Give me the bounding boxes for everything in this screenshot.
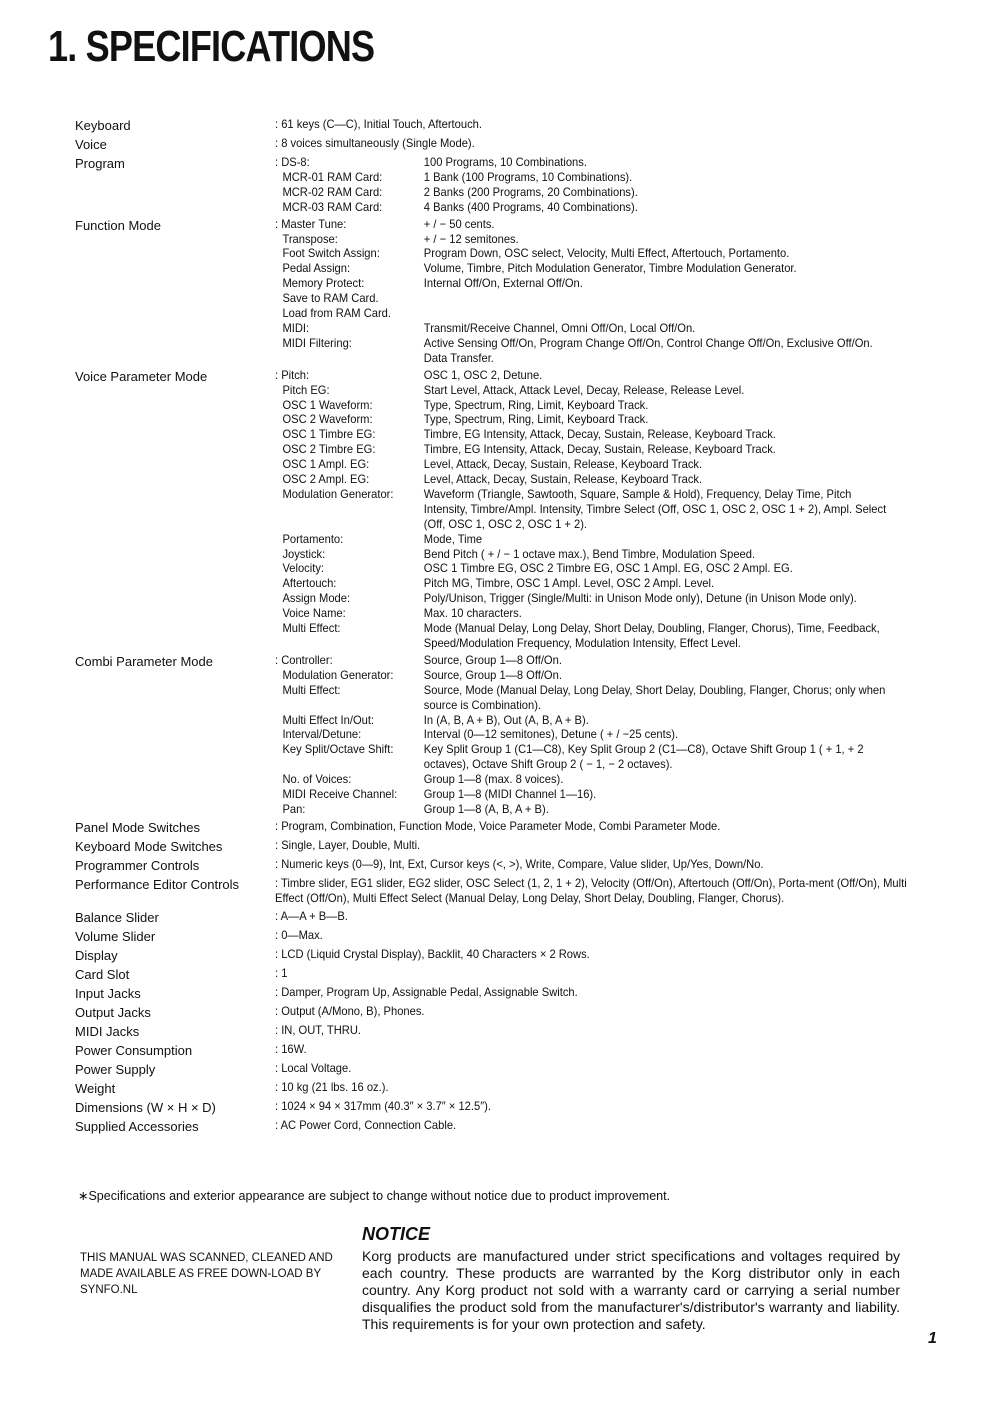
spec-sub-row [275,487,889,532]
spec-sub-key: Voice Name: [282,606,346,621]
spec-sub-value [424,306,889,321]
spec-sub-key: Velocity: [282,561,325,576]
spec-sub-key: Multi Effect In/Out: [282,712,375,727]
spec-value [275,1004,907,1020]
spec-sub-value: Type, Spectrum, Ring, Limit, Keyboard Track. [423,412,649,427]
spec-value [275,966,907,982]
spec-label: Power Consumption [75,1042,193,1058]
spec-label: Supplied Accessories [75,1118,199,1134]
spec-sub-key: : DS-8: [275,155,310,169]
page-title: 1. SPECIFICATIONS [48,22,375,71]
spec-sub-value: : Single, Layer, Double, Multi. [275,837,421,852]
spec-sub-value: Internal Off/On, External Off/On. [423,276,583,291]
spec-label: Keyboard Mode Switches [75,838,223,854]
spec-sub-key: Modulation Generator: [282,667,394,682]
spec-sub-row [275,155,889,170]
spec-label: Input Jacks [75,985,141,1001]
spec-sub-value: Timbre, EG Intensity, Attack, Decay, Sustain, Release, Keyboard Track. [423,442,776,457]
spec-row [75,136,915,152]
spec-sub-value: 1 Bank (100 Programs, 10 Combinations). [423,169,633,184]
spec-sub-key: MIDI: [282,320,310,335]
spec-sub-row [275,606,889,621]
spec-sub-row [275,621,889,651]
spec-row [75,966,915,982]
spec-sub-key: Interval/Detune: [282,727,362,742]
spec-label: Voice [75,137,107,152]
spec-sub-row [275,591,889,606]
spec-sub-key: Multi Effect: [282,621,341,636]
spec-sub-value: Mode (Manual Delay, Long Delay, Short Delay, Doubling, Flanger, Chorus), Time, Feedback, Speed/Modulation Frequency, Modulation Intensity, Effect Level. [423,621,880,650]
spec-row [75,928,915,944]
spec-sub-key: Pitch EG: [282,382,330,397]
spec-sub-value: : Damper, Program Up, Assignable Pedal, Assignable Switch. [275,984,578,999]
spec-sub-value: : IN, OUT, THRU. [275,1022,361,1037]
spec-sub-row [275,838,907,853]
spec-sub-value: + / − 12 semitones. [423,231,519,246]
spec-sub-key: Aftertouch: [282,576,337,591]
spec-sub-key: Assign Mode: [282,591,351,606]
spec-sub-row [275,368,889,383]
spec-sub-row [275,532,889,547]
spec-sub-value: OSC 1, OSC 2, Detune. [423,367,543,382]
spec-row [75,985,915,1001]
spec-sub-key: Transpose: [282,231,338,246]
spec-sub-key: Joystick: [282,546,326,561]
spec-row [75,653,915,817]
spec-sub-key [275,351,424,366]
spec-sub-row [275,668,889,683]
spec-sub-key: No. of Voices: [282,772,352,787]
spec-row [75,857,915,873]
spec-sub-value: : Timbre slider, EG1 slider, EG2 slider, OSC Select (1, 2, 1 + 2), Velocity (Off/On), Aftertouch (Off/On), Porta-ment (Off/On), Multi Effect (Off/On), Multi Effect Select (Manual Delay, Long Delay, Short Delay, Doubling, Flanger, Chorus). [275,875,907,905]
spec-sub-row [275,966,907,981]
spec-value [275,876,907,906]
spec-sub-row [275,232,889,247]
spec-sub-value: : 61 keys (C—C), Initial Touch, Aftertouch. [275,117,482,131]
spec-sub-row [275,442,889,457]
spec-sub-value: + / − 50 cents. [423,216,495,231]
spec-sub-row [275,653,889,668]
spec-sub-row [275,928,907,943]
spec-value [275,1023,907,1039]
spec-value [275,857,907,873]
spec-sub-value: : Local Voltage. [275,1060,352,1075]
spec-sub-value: Bend Pitch ( + / − 1 octave max.), Bend Timbre, Modulation Speed. [423,546,756,561]
spec-label: Weight [75,1080,116,1096]
spec-sub-key: Portamento: [282,531,344,546]
spec-sub-row [275,985,907,1000]
spec-sub-value: : Output (A/Mono, B), Phones. [275,1003,425,1018]
spec-sub-row [275,683,889,713]
spec-sub-value: : 8 voices simultaneously (Single Mode). [275,136,475,150]
spec-sub-row [275,819,907,834]
spec-sub-row [275,136,907,151]
spec-sub-row [275,909,907,924]
spec-value [275,653,889,817]
spec-sub-key: OSC 1 Ampl. EG: [282,457,370,472]
spec-sub-value: Data Transfer. [423,350,494,365]
spec-sub-key: MCR-01 RAM Card: [282,169,383,184]
spec-sub-key: MIDI Receive Channel: [282,787,398,802]
spec-label: Keyboard [75,118,131,133]
spec-sub-row [275,306,889,321]
spec-sub-key: OSC 1 Timbre EG: [282,427,376,442]
spec-sub-row [275,321,889,336]
spec-sub-value: Group 1—8 (MIDI Channel 1—16). [423,787,597,802]
spec-value [275,909,907,925]
spec-sub-key: Key Split/Octave Shift: [282,742,394,757]
spec-sub-value: Transmit/Receive Channel, Omni Off/On, Local Off/On. [423,320,696,335]
spec-label: Balance Slider [75,909,159,925]
spec-sub-value: 4 Banks (400 Programs, 40 Combinations). [423,199,638,214]
spec-label: Program [75,156,125,171]
spec-sub-row [275,246,889,261]
spec-sub-value: Volume, Timbre, Pitch Modulation Generator, Timbre Modulation Generator. [423,261,797,276]
spec-label: Combi Parameter Mode [75,653,213,669]
spec-value [275,217,889,366]
spec-sub-row [275,351,889,366]
spec-sub-row [275,1061,907,1076]
spec-sub-row [275,561,889,576]
spec-label: Power Supply [75,1061,156,1077]
spec-sub-value: Source, Mode (Manual Delay, Long Delay, Short Delay, Doubling, Flanger, Chorus; only when source is Combination). [423,682,886,712]
spec-sub-value: In (A, B, A + B), Out (A, B, A + B). [423,712,589,727]
spec-sub-value: Program Down, OSC select, Velocity, Multi Effect, Aftertouch, Portamento. [423,246,790,261]
spec-sub-value: : A—A + B—B. [275,908,348,923]
spec-value [275,155,889,215]
spec-row [75,155,915,215]
notice-text: Korg products are manufactured under strict specifications and voltages required by each country. These products are warranted by the Korg distributor only in each country. Any Korg product not sold with a warranty card or carrying a serial number disqualifies the product sold from the manufacturer's/distributor's warranty and liability. This requirements is for your own protection and safety. [362,1248,900,1332]
spec-sub-value: Type, Spectrum, Ring, Limit, Keyboard Track. [423,397,649,412]
spec-sub-key: Save to RAM Card. [282,291,379,306]
spec-sub-value: : 1024 × 94 × 317mm (40.3″ × 3.7″ × 12.5″). [275,1098,491,1113]
spec-sub-key: OSC 2 Ampl. EG: [282,472,370,487]
spec-sub-value: 100 Programs, 10 Combinations. [423,155,587,169]
spec-value [275,136,907,152]
spec-sub-row [275,472,889,487]
spec-sub-row [275,742,889,772]
spec-sub-value: 2 Banks (200 Programs, 20 Combinations). [423,184,638,199]
spec-sub-row [275,787,889,802]
spec-sub-value: Key Split Group 1 (C1—C8), Key Split Group 2 (C1—C8), Octave Shift Group 1 ( + 1, + 2 octaves), Octave Shift Group 2 ( − 1, − 2 octaves). [423,742,864,772]
spec-row [75,1023,915,1039]
spec-sub-row [275,1004,907,1019]
spec-sub-row [275,1042,907,1057]
spec-value [275,985,907,1001]
spec-label: Panel Mode Switches [75,819,201,835]
spec-row [75,876,915,906]
spec-value [275,1061,907,1077]
spec-label: Performance Editor Controls [75,876,240,892]
spec-value [275,928,907,944]
spec-sub-row [275,170,889,185]
spec-sub-row [275,261,889,276]
spec-sub-value: Poly/Unison, Trigger (Single/Multi: in Unison Mode only), Detune (in Unison Mode only). [423,591,857,606]
spec-sub-key: OSC 2 Waveform: [282,412,373,427]
spec-sub-value: : 0—Max. [275,927,323,942]
spec-sub-row [275,1023,907,1038]
spec-sub-row [275,383,889,398]
spec-sub-row [275,547,889,562]
spec-sub-key: Pan: [282,801,306,816]
spec-sub-row [275,412,889,427]
spec-row [75,947,915,963]
spec-label: Function Mode [75,217,161,233]
spec-sub-row [275,291,889,306]
spec-sub-row [275,276,889,291]
spec-sub-key: MCR-02 RAM Card: [282,184,383,199]
spec-sub-value: Start Level, Attack, Attack Level, Decay, Release, Release Level. [423,382,745,397]
spec-sub-row [275,1099,907,1114]
spec-label: Display [75,947,118,963]
spec-sub-value: Timbre, EG Intensity, Attack, Decay, Sustain, Release, Keyboard Track. [423,427,776,442]
spec-value [275,117,907,133]
spec-row [75,1042,915,1058]
spec-sub-value: : 10 kg (21 lbs. 16 oz.). [275,1079,389,1094]
spec-sub-key: Memory Protect: [282,276,365,291]
spec-sub-row [275,1080,907,1095]
spec-sub-key: : Controller: [275,652,333,667]
spec-sub-row [275,802,889,817]
spec-sub-value: Level, Attack, Decay, Sustain, Release, Keyboard Track. [423,472,703,487]
spec-row [75,1004,915,1020]
spec-sub-value [424,291,889,306]
spec-sub-key: Pedal Assign: [282,261,351,276]
spec-sub-key: MIDI Filtering: [282,335,352,350]
spec-row [75,838,915,854]
spec-row [75,117,915,133]
spec-sub-value: : Numeric keys (0—9), Int, Ext, Cursor keys (<, >), Write, Compare, Value slider, Up/Yes, Down/No. [275,856,764,871]
spec-value [275,368,889,651]
spec-row [75,217,915,366]
spec-sub-row [275,457,889,472]
spec-label: Voice Parameter Mode [75,368,208,384]
spec-row [75,1118,915,1134]
spec-sub-value: : LCD (Liquid Crystal Display), Backlit, 40 Characters × 2 Rows. [275,946,590,961]
spec-value [275,1099,907,1115]
spec-sub-value: : 16W. [275,1041,307,1056]
spec-sub-value: : AC Power Cord, Connection Cable. [275,1117,457,1132]
spec-row [75,368,915,651]
spec-label: Card Slot [75,966,130,982]
spec-sub-key: OSC 2 Timbre EG: [282,442,376,457]
spec-label: Dimensions (W × H × D) [75,1099,216,1115]
spec-sub-value: : Program, Combination, Function Mode, Voice Parameter Mode, Combi Parameter Mode. [275,818,721,833]
spec-sub-row [275,876,907,906]
spec-sub-row [275,427,889,442]
spec-value [275,1118,907,1134]
spec-sub-key: Multi Effect: [282,682,341,697]
page-number: 1 [928,1330,937,1347]
spec-sub-row [275,1118,907,1133]
spec-sub-row [275,217,889,232]
spec-sub-value: Mode, Time [423,531,483,546]
spec-value [275,1042,907,1058]
spec-row [75,1099,915,1115]
spec-sub-row [275,336,889,351]
spec-sub-row [275,185,889,200]
spec-sub-key: Foot Switch Assign: [282,246,380,261]
spec-sub-value: Active Sensing Off/On, Program Change Off/On, Control Change Off/On, Exclusive Off/On. [423,335,873,350]
spec-label: Output Jacks [75,1004,151,1020]
spec-sub-key: OSC 1 Waveform: [282,397,373,412]
spec-sub-row [275,576,889,591]
spec-sub-key: : Pitch: [275,367,310,382]
spec-sub-row [275,117,907,132]
spec-sub-key: Modulation Generator: [282,486,394,501]
spec-value [275,838,907,854]
spec-sub-row [275,727,889,742]
spec-sub-value: Max. 10 characters. [423,606,522,621]
spec-row [75,909,915,925]
spec-sub-row [275,398,889,413]
spec-label: Volume Slider [75,928,156,944]
spec-sub-value: Source, Group 1—8 Off/On. [423,667,562,682]
spec-sub-row [275,947,907,962]
spec-sub-value: OSC 1 Timbre EG, OSC 2 Timbre EG, OSC 1 Ampl. EG, OSC 2 Ampl. EG. [423,561,793,576]
spec-sub-row [275,713,889,728]
specifications-table [75,117,915,1137]
spec-label: Programmer Controls [75,857,200,873]
spec-sub-value: Waveform (Triangle, Sawtooth, Square, Sample & Hold), Frequency, Delay Time, Pitch Intensity, Timbre/Ampl. Intensity, Timbre Select (Off, OSC 1, OSC 2, OSC 1 + 2), Ampl. Select (Off, OSC 1, OSC 2, OSC 1 + 2). [423,486,887,531]
spec-label: MIDI Jacks [75,1023,140,1039]
spec-value [275,947,907,963]
spec-row [75,1061,915,1077]
spec-sub-value: Level, Attack, Decay, Sustain, Release, Keyboard Track. [423,457,703,472]
spec-sub-row [275,772,889,787]
spec-sub-key: MCR-03 RAM Card: [282,199,383,214]
scan-note: THIS MANUAL WAS SCANNED, CLEANED AND MADE AVAILABLE AS FREE DOWN-LOAD BY SYNFO.NL [80,1252,333,1296]
notice-heading: NOTICE [362,1224,431,1244]
spec-row [75,819,915,835]
spec-row [75,1080,915,1096]
spec-sub-value: Group 1—8 (max. 8 voices). [423,772,564,787]
spec-sub-key: : Master Tune: [275,216,347,231]
spec-sub-value: : 1 [275,965,288,980]
spec-sub-value: Interval (0—12 semitones), Detune ( + / −25 cents). [423,727,679,742]
spec-sub-key: Load from RAM Card. [282,306,391,321]
footnote: ∗Specifications and exterior appearance are subject to change without notice due to product improvement. [78,1189,671,1203]
spec-sub-row [275,200,889,215]
spec-value [275,1080,907,1096]
spec-value [275,819,907,835]
spec-sub-value: Source, Group 1—8 Off/On. [423,652,562,667]
spec-sub-row [275,857,907,872]
spec-sub-value: Group 1—8 (A, B, A + B). [423,801,549,816]
spec-sub-value: Pitch MG, Timbre, OSC 1 Ampl. Level, OSC 2 Ampl. Level. [423,576,715,591]
